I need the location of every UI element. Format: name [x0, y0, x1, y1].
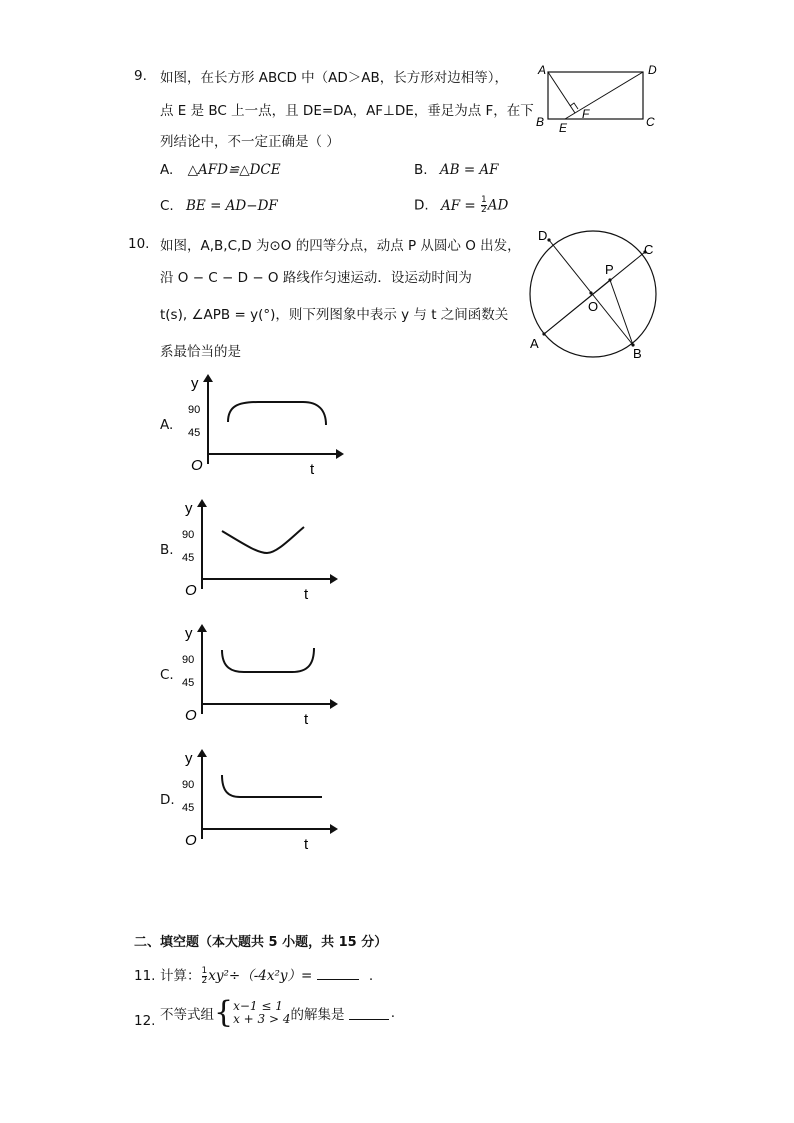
tick-label-90: 90 — [182, 654, 195, 666]
label-A: A — [530, 336, 539, 351]
option-label: A. — [160, 162, 174, 178]
option-label: B. — [160, 542, 174, 558]
graph-plot — [172, 495, 342, 603]
label-F: F — [582, 107, 590, 121]
answer-blank[interactable] — [317, 967, 359, 980]
y-axis-label: y — [191, 375, 199, 392]
option-text: BE = AD−DF — [186, 198, 278, 214]
t-axis-label: t — [304, 711, 309, 728]
answer-blank[interactable] — [349, 1007, 389, 1020]
suffix: 的解集是 — [290, 1007, 345, 1023]
t-axis-label: t — [304, 586, 309, 603]
origin-label: O — [191, 457, 203, 474]
question-number: 11. — [134, 968, 156, 984]
question-text-line: 沿 O − C − D − O 路线作匀速运动．设运动时间为 — [160, 270, 472, 286]
question-text-line: 如图，在长方形 ABCD 中（AD＞AB，长方形对边相等）， — [160, 70, 509, 86]
question-text-line: t(s), ∠APB = y(°)，则下列图象中表示 y 与 t 之间函数关 — [160, 307, 509, 323]
question-text-line: 点 E 是 BC 上一点，且 DE=DA，AF⊥DE，垂足为点 F，在下 — [160, 103, 534, 119]
t-axis-label: t — [310, 461, 315, 478]
label-C: C — [644, 242, 654, 257]
inequality-system: { x−1 ≤ 1 x + 3 > 4 — [214, 995, 291, 1030]
period: . — [368, 968, 374, 984]
graph-plot — [178, 370, 348, 478]
t-axis-label: t — [304, 836, 309, 853]
option-label: D. — [414, 197, 429, 214]
origin-label: O — [185, 582, 197, 599]
tick-label-45: 45 — [188, 427, 201, 439]
expression: xy²÷（-4x²y）= — [208, 968, 313, 984]
option-c — [160, 198, 278, 214]
label-D: D — [648, 63, 657, 77]
period: . — [390, 1005, 396, 1021]
origin-label: O — [185, 832, 197, 849]
label-O: O — [588, 299, 599, 314]
tick-label-90: 90 — [188, 404, 201, 416]
label-B: B — [536, 115, 545, 129]
option-text-post: AD — [487, 197, 509, 214]
option-a — [160, 162, 281, 178]
fraction: $\frac{1}{2}$ — [481, 195, 487, 215]
question-text-line: 列结论中，不一定正确是（ ） — [160, 134, 340, 150]
label-P: P — [605, 262, 614, 277]
label-D: D — [538, 228, 548, 243]
origin-label: O — [185, 707, 197, 724]
tick-label-45: 45 — [182, 552, 195, 564]
option-d — [414, 196, 508, 215]
option-label: C. — [160, 198, 174, 214]
y-axis-label: y — [185, 750, 193, 767]
section-heading: 二、填空题（本大题共 5 小题，共 15 分） — [134, 935, 388, 950]
graph-plot — [172, 620, 342, 728]
tick-label-90: 90 — [182, 529, 195, 541]
option-label: B. — [414, 162, 428, 178]
prefix: 计算： — [160, 968, 201, 984]
question-text-line — [160, 995, 396, 1030]
question-text-line: 如图，A,B,C,D 为⊙O 的四等分点，动点 P 从圆心 O 出发， — [160, 238, 521, 254]
tick-label-45: 45 — [182, 802, 195, 814]
label-B: B — [633, 346, 642, 361]
inequality-row: x−1 ≤ 1 — [233, 999, 283, 1013]
label-C: C — [646, 115, 655, 129]
question-number: 10. — [128, 236, 150, 252]
option-label: A. — [160, 417, 174, 433]
option-text: AF = — [440, 197, 476, 214]
label-E: E — [559, 121, 568, 135]
option-text: △AFD≌△DCE — [187, 162, 281, 178]
y-axis-label: y — [185, 625, 193, 642]
option-b — [414, 162, 499, 178]
question-number: 12. — [134, 1013, 156, 1029]
label-A: A — [538, 63, 547, 77]
fraction: $\frac{1}{2}$ — [201, 965, 208, 986]
circle-figure — [520, 222, 670, 362]
question-text-line: 系最恰当的是 — [160, 344, 241, 360]
y-axis-label: y — [185, 500, 193, 517]
tick-label-90: 90 — [182, 779, 195, 791]
inequality-row: x + 3 > 4 — [233, 1012, 291, 1026]
option-text: AB = AF — [439, 162, 499, 178]
option-label: D. — [160, 792, 175, 808]
graph-plot — [172, 745, 342, 853]
tick-label-45: 45 — [182, 677, 195, 689]
prefix: 不等式组 — [160, 1007, 214, 1023]
question-number: 9. — [134, 68, 147, 84]
rectangle-figure — [530, 58, 670, 138]
question-text-line — [160, 964, 373, 986]
option-label: C. — [160, 667, 174, 683]
